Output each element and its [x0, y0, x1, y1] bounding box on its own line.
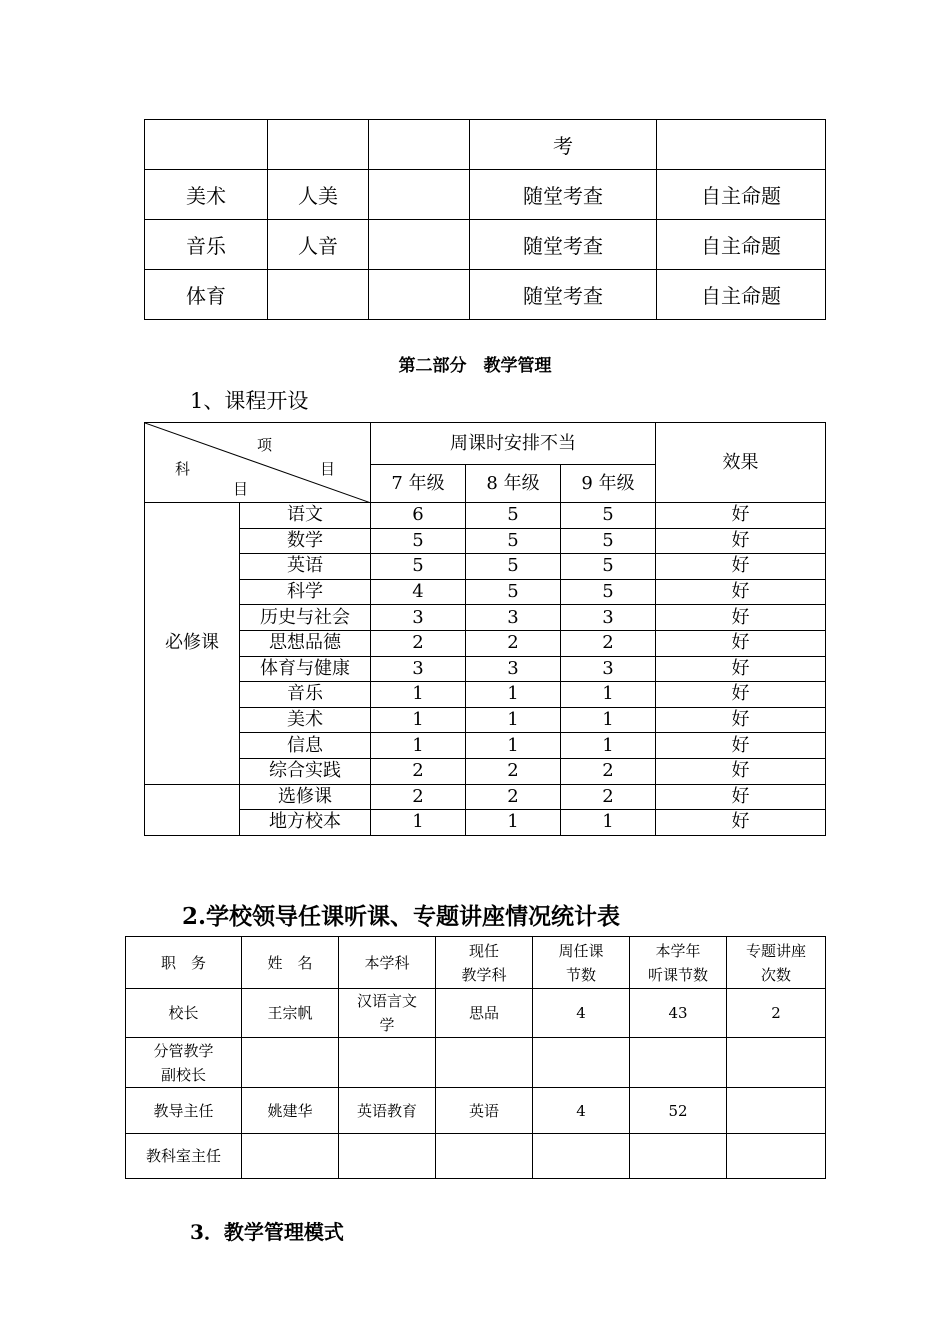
required-group-label: 必修课 [145, 503, 240, 785]
table-cell: 5 [561, 528, 656, 554]
table-row [145, 758, 826, 784]
table-cell: 5 [466, 528, 561, 554]
table-row [145, 120, 826, 170]
table-cell: 1 [561, 682, 656, 708]
weekly-header: 周课时安排不当 [371, 423, 656, 465]
table-row [145, 503, 826, 529]
table-cell: 好 [656, 682, 826, 708]
table-cell: 王宗帆 [242, 989, 339, 1038]
table-cell: 随堂考查 [470, 170, 657, 220]
table-cell [145, 120, 268, 170]
table-cell: 1 [561, 810, 656, 836]
table-cell [369, 270, 470, 320]
table-cell [630, 1134, 727, 1179]
column-header: 专题讲座 次数 [727, 937, 826, 989]
table-cell: 好 [656, 758, 826, 784]
table-cell: 分管教学 副校长 [126, 1038, 242, 1088]
table-cell: 好 [656, 630, 826, 656]
table-cell: 人美 [268, 170, 369, 220]
table-cell: 教导主任 [126, 1088, 242, 1134]
table-cell [369, 220, 470, 270]
table-cell: 3 [371, 656, 466, 682]
table-cell [727, 1134, 826, 1179]
table-cell: 43 [630, 989, 727, 1038]
table-cell: 英语教育 [339, 1088, 436, 1134]
table-cell: 2 [371, 784, 466, 810]
table-cell: 自主命题 [657, 220, 826, 270]
table-cell: 数学 [240, 528, 371, 554]
table-cell: 1 [466, 682, 561, 708]
table-cell: 好 [656, 656, 826, 682]
grade-header: 8 年级 [466, 465, 561, 503]
diag-bottom-label: 目 [233, 480, 249, 498]
table-row [145, 554, 826, 580]
table-cell: 2 [466, 630, 561, 656]
part2-title: 第二部分 教学管理 [398, 356, 552, 376]
table-cell: 5 [371, 554, 466, 580]
table-row [145, 220, 826, 270]
table-row [145, 707, 826, 733]
table-cell: 好 [656, 707, 826, 733]
table-cell: 好 [656, 810, 826, 836]
table-cell: 信息 [240, 733, 371, 759]
table-cell: 选修课 [240, 784, 371, 810]
table-cell: 1 [371, 733, 466, 759]
table-cell: 校长 [126, 989, 242, 1038]
table-cell: 地方校本 [240, 810, 371, 836]
table-cell: 3 [561, 656, 656, 682]
section3-title: 3．教学管理模式 [190, 1220, 344, 1244]
table-cell: 5 [561, 579, 656, 605]
table-cell: 音乐 [240, 682, 371, 708]
table-cell: 5 [466, 554, 561, 580]
column-header: 姓 名 [242, 937, 339, 989]
table-cell: 5 [561, 554, 656, 580]
table-cell: 3 [466, 605, 561, 631]
section1-title: 1、课程开设 [190, 389, 309, 413]
table-cell: 音乐 [145, 220, 268, 270]
table-cell [242, 1038, 339, 1088]
table-cell: 6 [371, 503, 466, 529]
table-cell: 自主命题 [657, 270, 826, 320]
table-cell: 3 [371, 605, 466, 631]
table-cell: 1 [561, 733, 656, 759]
table-cell: 1 [371, 707, 466, 733]
table-cell: 美术 [240, 707, 371, 733]
column-header: 周任课 节数 [533, 937, 630, 989]
table-cell: 4 [371, 579, 466, 605]
table-cell: 人音 [268, 220, 369, 270]
grade-header: 7 年级 [371, 465, 466, 503]
table-cell: 52 [630, 1088, 727, 1134]
table-cell: 5 [466, 503, 561, 529]
diag-subject-left: 科 [175, 460, 191, 478]
table-cell: 科学 [240, 579, 371, 605]
table-cell: 2 [727, 989, 826, 1038]
table-cell: 2 [561, 758, 656, 784]
table-cell: 3 [466, 656, 561, 682]
table-cell: 随堂考查 [470, 270, 657, 320]
leader-stats-table [125, 936, 826, 1179]
table-cell [436, 1038, 533, 1088]
table-cell: 思想品德 [240, 630, 371, 656]
table-cell: 好 [656, 605, 826, 631]
column-header: 本学科 [339, 937, 436, 989]
assessment-table [144, 119, 826, 320]
table-cell: 2 [561, 630, 656, 656]
table-row [145, 630, 826, 656]
table-row [145, 579, 826, 605]
table-row [145, 656, 826, 682]
table-cell: 2 [466, 784, 561, 810]
table-cell: 好 [656, 554, 826, 580]
table-cell: 综合实践 [240, 758, 371, 784]
table-row [145, 270, 826, 320]
table-cell [369, 120, 470, 170]
table-cell: 5 [466, 579, 561, 605]
table-cell: 美术 [145, 170, 268, 220]
table-cell: 自主命题 [657, 170, 826, 220]
table-cell: 好 [656, 733, 826, 759]
table-cell: 4 [533, 1088, 630, 1134]
table-row [145, 733, 826, 759]
table-cell: 1 [466, 707, 561, 733]
table-cell [339, 1134, 436, 1179]
column-header: 本学年 听课节数 [630, 937, 727, 989]
table-cell [727, 1038, 826, 1088]
diagonal-header-cell [145, 423, 371, 503]
table-row [145, 605, 826, 631]
table-cell [533, 1134, 630, 1179]
table-cell: 英语 [240, 554, 371, 580]
effect-header: 效果 [656, 423, 826, 503]
table-cell: 5 [371, 528, 466, 554]
course-schedule-table [144, 422, 826, 836]
table-cell: 姚建华 [242, 1088, 339, 1134]
table-cell [533, 1038, 630, 1088]
table-row [126, 1134, 826, 1179]
table-cell [630, 1038, 727, 1088]
table-cell: 1 [561, 707, 656, 733]
table-cell: 1 [371, 810, 466, 836]
table-row [126, 1038, 826, 1088]
table-cell: 语文 [240, 503, 371, 529]
table-cell: 体育 [145, 270, 268, 320]
table-row [145, 528, 826, 554]
table-cell: 2 [466, 758, 561, 784]
table-cell: 随堂考查 [470, 220, 657, 270]
other-group-label [145, 784, 240, 835]
table-row [145, 810, 826, 836]
table-row [126, 989, 826, 1038]
table-cell [436, 1134, 533, 1179]
table-cell [727, 1088, 826, 1134]
section2-title: 2.学校领导任课听课、专题讲座情况统计表 [182, 903, 621, 930]
table-cell: 4 [533, 989, 630, 1038]
table-cell: 3 [561, 605, 656, 631]
table-cell [339, 1038, 436, 1088]
table-cell: 好 [656, 528, 826, 554]
table-cell: 汉语言文 学 [339, 989, 436, 1038]
table-cell: 2 [371, 758, 466, 784]
diag-item-label: 项 [257, 436, 273, 454]
table-cell [268, 120, 369, 170]
table-cell: 1 [371, 682, 466, 708]
table-cell [369, 170, 470, 220]
table-cell: 2 [561, 784, 656, 810]
grade-header: 9 年级 [561, 465, 656, 503]
table-cell: 英语 [436, 1088, 533, 1134]
column-header: 现任 教学科 [436, 937, 533, 989]
table-cell: 考 [470, 120, 657, 170]
table-cell: 好 [656, 784, 826, 810]
table-row [145, 682, 826, 708]
table-cell: 体育与健康 [240, 656, 371, 682]
table-cell: 1 [466, 733, 561, 759]
table-row [126, 1088, 826, 1134]
table-cell: 2 [371, 630, 466, 656]
table-cell: 思品 [436, 989, 533, 1038]
table-cell: 历史与社会 [240, 605, 371, 631]
table-cell: 5 [561, 503, 656, 529]
table-row [145, 784, 826, 810]
table-cell [268, 270, 369, 320]
table-cell: 教科室主任 [126, 1134, 242, 1179]
table-cell: 好 [656, 503, 826, 529]
table-row [145, 170, 826, 220]
column-header: 职 务 [126, 937, 242, 989]
table-cell [242, 1134, 339, 1179]
table-cell: 好 [656, 579, 826, 605]
table-cell: 1 [466, 810, 561, 836]
table-cell [657, 120, 826, 170]
diag-subject-right: 目 [320, 460, 336, 478]
